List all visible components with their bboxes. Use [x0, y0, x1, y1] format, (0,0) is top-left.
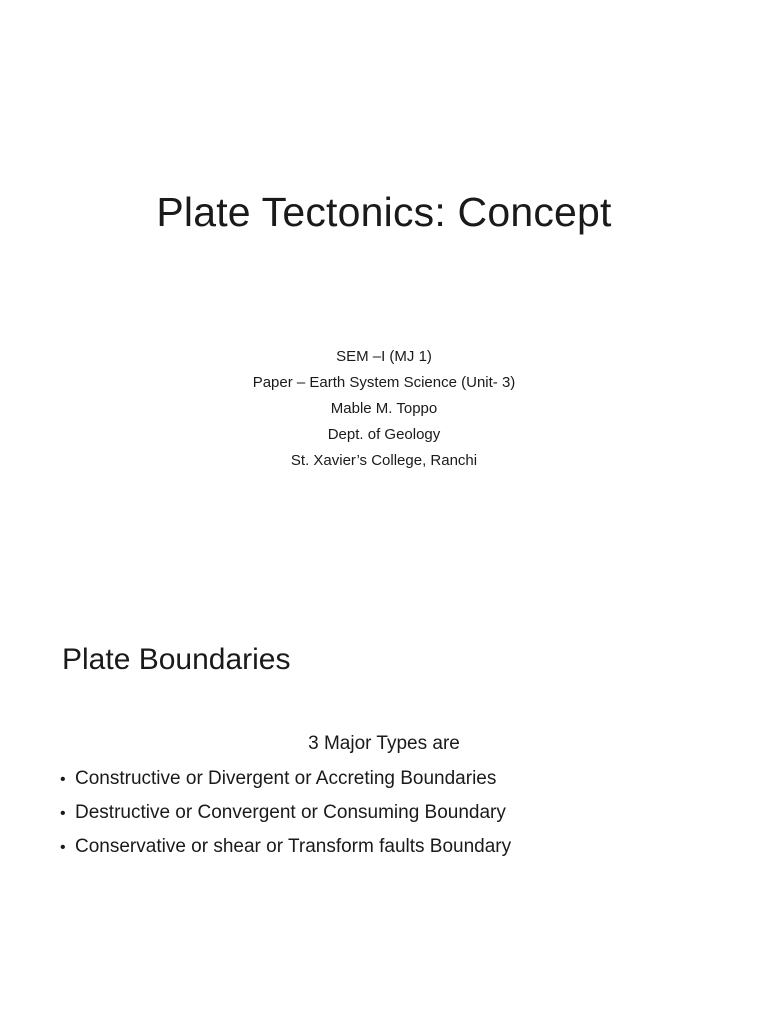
bullet-icon: •: [60, 839, 66, 856]
list-item: [60, 830, 511, 864]
slide-plate-boundaries: [0, 512, 768, 1024]
intro-text: [0, 730, 768, 758]
list-item: [60, 796, 511, 830]
bullet-icon: •: [60, 805, 66, 822]
institution: St. Xavier’s College, Ranchi: [290, 452, 478, 469]
list-item-text: Conservative or shear or Transform faults Boundary: [75, 836, 512, 857]
course-code: SEM –I (MJ 1): [336, 348, 432, 365]
bullet-list: [60, 762, 511, 864]
department: Dept. of Geology: [327, 426, 441, 443]
author-name: Mable M. Toppo: [330, 400, 438, 417]
slide-subtitle: [0, 344, 768, 474]
intro-label: 3 Major Types are: [308, 733, 460, 754]
bullet-icon: •: [60, 771, 66, 788]
slide-title-heading: Plate Tectonics: Concept: [156, 189, 612, 235]
list-item-text: Constructive or Divergent or Accreting Boundaries: [75, 768, 497, 789]
slide-heading: Plate Boundaries: [62, 643, 291, 676]
list-item: [60, 762, 511, 796]
paper-name: Paper – Earth System Science (Unit- 3): [252, 374, 516, 391]
list-item-text: Destructive or Convergent or Consuming Boundary: [75, 802, 506, 823]
